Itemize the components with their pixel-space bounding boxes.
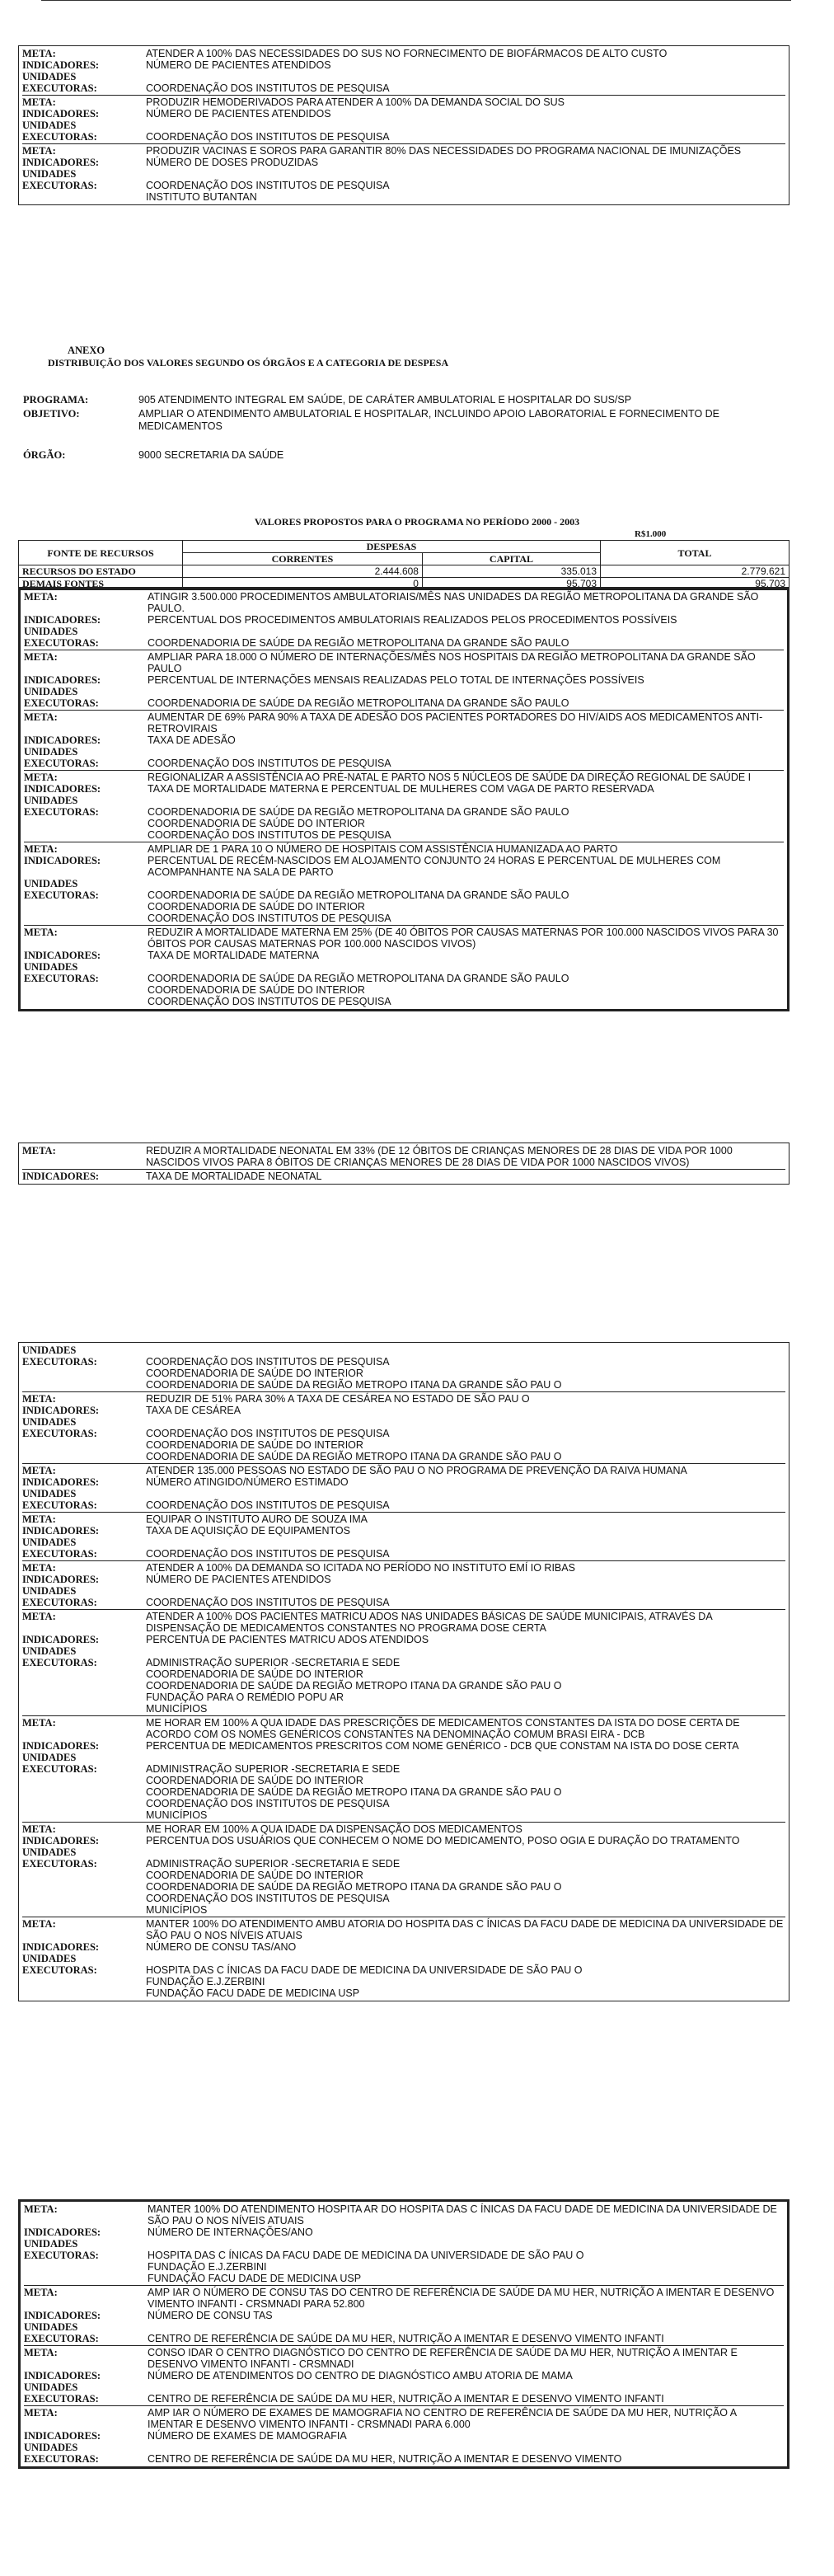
indicadores-text: TAXA DE MORTALIDADE MATERNA [148,950,320,961]
executoras-label: EXECUTORAS: [22,1356,97,1368]
executora-item: CENTRO DE REFERÊNCIA DE SAÚDE DA MU HER, NUTRIÇÃO A IMENTAR E DESENVO VIMENTO INFANTI [148,2393,664,2405]
executoras-row [24,637,784,649]
meta-label: META: [22,1393,56,1405]
meta-label: META: [22,1465,56,1476]
executoras-label: EXECUTORAS: [24,637,99,649]
meta-text: ATENDER A 100% DAS NECESSIDADES DO SUS NO FORNECIMENTO DE BIOFÁRMACOS DE ALTO CUSTO [146,48,668,59]
indicadores-row [24,2370,784,2381]
meta-row [24,925,784,950]
executora-item: ADMINISTRAÇÃO SUPERIOR -SECRETARIA E SEDE [146,1858,401,1870]
executoras-label: EXECUTORAS: [22,131,97,143]
indicadores-row [22,1405,785,1416]
meta-text: AMP IAR O NÚMERO DE CONSU TAS DO CENTRO DE REFERÊNCIA DE SAÚDE DA MU HER, NUTRIÇÃO A IMENTAR E DESENVO VIMENTO INFANTI - CRSMNADI PARA 52.800 [148,2287,775,2310]
orgao-label: ÓRGÃO: [23,449,66,461]
unidades-label: UNIDADES [24,2238,78,2250]
meta-row [24,710,784,734]
unidades-label: UNIDADES [22,120,77,131]
meta-row [22,95,785,108]
meta-row [24,2405,784,2430]
indicadores-label: INDICADORES: [22,1476,100,1488]
executora-item: FUNDAÇÃO E.J.ZERBINI [146,1976,265,1987]
executora-item: HOSPITA DAS C ÍNICAS DA FACU DADE DE MEDICINA DA UNIVERSIDADE DE SÃO PAU O [146,1964,583,1976]
indicadores-row [24,783,784,795]
executora-item: COORDENAÇÃO DOS INSTITUTOS DE PESQUISA [146,1893,390,1904]
indicadores-label: INDICADORES: [24,2226,101,2238]
indicadores-row [22,1525,785,1537]
indicadores-row [22,1574,785,1585]
executoras-row [24,2333,784,2344]
executoras-label: EXECUTORAS: [24,758,99,769]
programa-row [23,394,781,462]
executoras-label: EXECUTORAS: [22,82,97,94]
metas-box-3 [18,1143,789,1185]
executora-item: HOSPITA DAS C ÍNICAS DA FACU DADE DE MEDICINA DA UNIVERSIDADE DE SÃO PAU O [148,2250,584,2261]
executora-item: COORDENADORIA DE SAÚDE DA REGIÃO METROPOLITANA DA GRANDE SÃO PAULO [148,637,569,649]
meta-text: ME HORAR EM 100% A QUA IDADE DAS PRESCRIÇÕES DE MEDICAMENTOS CONSTANTES DA ISTA DO DOSE CERTA DE ACORDO COM OS NOMES GENÉRICOS CONSTANTES NA DENOMINAÇÃO COMUM BRASI EIRA - DCB [146,1717,740,1740]
meta-row [24,2203,784,2226]
total-cell: 2.779.621 [601,565,789,578]
executoras-row [22,1499,785,1511]
executora-item: COORDENAÇÃO DOS INSTITUTOS DE PESQUISA [146,1428,390,1439]
table-row [19,565,789,578]
executoras-label: EXECUTORAS: [24,2250,99,2261]
unidades-label: UNIDADES [22,1537,77,1548]
executora-item: COORDENADORIA DE SAÚDE DO INTERIOR [146,1870,363,1881]
meta-label: META: [24,2407,58,2419]
meta-label: META: [22,1145,56,1157]
executoras-label: EXECUTORAS: [24,889,99,901]
indicadores-row [24,734,784,746]
indicadores-text: PERCENTUA DOS USUÁRIOS QUE CONHECEM O NOME DO MEDICAMENTO, POSO OGIA E DURAÇÃO DO TRATAMENTO [146,1835,740,1846]
meta-label: META: [24,2203,58,2215]
executoras-row [22,1548,785,1560]
indicadores-label: INDICADORES: [24,2310,101,2321]
indicadores-row [22,108,785,120]
annex-subtitle: DISTRIBUIÇÃO DOS VALORES SEGUNDO OS ÓRGÃOS E A CATEGORIA DE DESPESA [48,357,449,368]
executoras-label: EXECUTORAS: [24,973,99,984]
executora-item: COORDENADORIA DE SAÚDE DA REGIÃO METROPO ITANA DA GRANDE SÃO PAU O [146,1881,562,1893]
programa-label: PROGRAMA: [23,394,89,406]
header-correntes: CORRENTES [183,553,423,565]
indicadores-text: NÚMERO DE CONSU TAS/ANO [146,1941,297,1953]
executora-item: COORDENADORIA DE SAÚDE DA REGIÃO METROPOLITANA DA GRANDE SÃO PAULO [148,806,569,818]
unidades-label: UNIDADES [24,795,78,806]
executora-item: MUNICÍPIOS [146,1904,208,1916]
executoras-row [22,1964,785,1999]
indicadores-text: PERCENTUAL DOS PROCEDIMENTOS AMBULATORIAIS REALIZADOS PELOS PROCEDIMENTOS POSSÍVEIS [148,614,677,626]
capital-cell: 95.703 [422,578,600,590]
executora-item: COORDENADORIA DE SAÚDE DO INTERIOR [146,1368,363,1379]
executoras-row [22,131,785,143]
meta-text: MANTER 100% DO ATENDIMENTO AMBU ATORIA DO HOSPITA DAS C ÍNICAS DA FACU DADE DE MEDICINA DA UNIVERSIDADE DE SÃO PAU O NOS NÍVEIS ATUAIS [146,1918,784,1941]
meta-row [22,1609,785,1634]
unidades-row [22,1537,785,1548]
indicadores-text: NÚMERO ATINGIDO/NÚMERO ESTIMADO [146,1476,349,1488]
metas-box-5 [18,2199,789,2469]
valores-title: VALORES PROPOSTOS PARA O PROGRAMA NO PERÍODO 2000 - 2003 [254,516,580,528]
meta-label: META: [22,1918,56,1930]
unidades-row [24,2238,784,2250]
meta-text: ATINGIR 3.500.000 PROCEDIMENTOS AMBULATORIAIS/MÊS NAS UNIDADES DA REGIÃO METROPOLITANA DA GRANDE SÃO PAULO. [148,591,759,614]
meta-label: META: [22,96,56,108]
indicadores-label: INDICADORES: [24,783,101,795]
executora-item: MUNICÍPIOS [146,1809,208,1821]
executora-item: COORDENADORIA DE SAÚDE DA REGIÃO METROPOLITANA DA GRANDE SÃO PAULO [148,973,569,984]
executoras-label: EXECUTORAS: [22,1597,97,1608]
meta-row [24,2345,784,2370]
indicadores-label: INDICADORES: [22,108,100,120]
indicadores-text: TAXA DE CESÁREA [146,1405,241,1416]
executoras-label: EXECUTORAS: [22,1428,97,1439]
indicadores-row [24,614,784,626]
unidades-row [22,1488,785,1499]
unidades-label: UNIDADES [24,686,78,697]
indicadores-row [24,2226,784,2238]
executoras-label: EXECUTORAS: [22,180,97,191]
indicadores-label: INDICADORES: [22,59,100,71]
unidades-label: UNIDADES [22,1645,77,1657]
meta-text: EQUIPAR O INSTITUTO AURO DE SOUZA IMA [146,1513,368,1525]
indicadores-text: NÚMERO DE PACIENTES ATENDIDOS [146,1574,331,1585]
executora-item: COORDENAÇÃO DOS INSTITUTOS DE PESQUISA [148,913,391,924]
executora-item: COORDENADORIA DE SAÚDE DA REGIÃO METROPOLITANA DA GRANDE SÃO PAULO [148,889,569,901]
executora-item: COORDENADORIA DE SAÚDE DO INTERIOR [146,1439,363,1451]
fonte-cell: DEMAIS FONTES [19,578,183,590]
executora-item: COORDENADORIA DE SAÚDE DO INTERIOR [148,818,365,829]
executora-item: CENTRO DE REFERÊNCIA DE SAÚDE DA MU HER, NUTRIÇÃO A IMENTAR E DESENVO VIMENTO INFANTI [148,2333,664,2344]
unidades-label: UNIDADES [22,1752,77,1763]
executora-item: INSTITUTO BUTANTAN [146,191,257,203]
header-fonte: FONTE DE RECURSOS [19,541,183,565]
meta-row [22,1512,785,1525]
unidades-row [22,1344,785,1356]
objetivo-value: AMPLIAR O ATENDIMENTO AMBULATORIAL E HOSPITALAR, INCLUINDO APOIO LABORATORIAL E FORNECIMENTO DE MEDICAMENTOS [138,408,720,432]
unidades-label: UNIDADES [24,961,78,973]
meta-text: PRODUZIR VACINAS E SOROS PARA GARANTIR 80% DAS NECESSIDADES DO PROGRAMA NACIONAL DE IMUNIZAÇÕES [146,145,742,157]
indicadores-row [24,855,784,878]
indicadores-text: NÚMERO DE CONSU TAS [148,2310,273,2321]
indicadores-label: INDICADORES: [22,1835,100,1846]
unidades-label: UNIDADES [22,1953,77,1964]
indicadores-row [24,950,784,961]
indicadores-label: INDICADORES: [22,1740,100,1752]
meta-text: AMPLIAR PARA 18.000 O NÚMERO DE INTERNAÇÕES/MÊS NOS HOSPITAIS DA REGIÃO METROPOLITANA DA GRANDE SÃO PAULO [148,651,756,674]
indicadores-row [22,1634,785,1645]
meta-text: REDUZIR A MORTALIDADE NEONATAL EM 33% (DE 12 ÓBITOS DE CRIANÇAS MENORES DE 28 DIAS DE VIDA POR 1000 NASCIDOS VIVOS PARA 8 ÓBITOS DE CRIANÇAS MENORES DE 28 DIAS DE VIDA POR 1000 NASCIDOS VIVOS) [146,1145,733,1168]
executora-item: FUNDAÇÃO FACU DADE DE MEDICINA USP [148,2273,362,2284]
executoras-row [22,1858,785,1916]
indicadores-text: NÚMERO DE EXAMES DE MAMOGRAFIA [148,2430,347,2442]
indicadores-label: INDICADORES: [24,734,101,746]
executoras-row [22,82,785,94]
executoras-row [22,1657,785,1715]
indicadores-row [22,1835,785,1846]
unidades-label: UNIDADES [22,1344,77,1356]
executoras-label: EXECUTORAS: [22,1657,97,1668]
unidades-label: UNIDADES [24,2442,78,2453]
meta-text: MANTER 100% DO ATENDIMENTO HOSPITA AR DO HOSPITA DAS C ÍNICAS DA FACU DADE DE MEDICINA DA UNIVERSIDADE DE SÃO PAU O NOS NÍVEIS ATUAIS [148,2203,777,2226]
meta-label: META: [22,1611,56,1622]
meta-row [24,650,784,674]
meta-text: PRODUZIR HEMODERIVADOS PARA ATENDER A 100% DA DEMANDA SOCIAL DO SUS [146,96,565,108]
executoras-label: EXECUTORAS: [24,2453,99,2465]
indicadores-row [22,59,785,71]
meta-row [24,770,784,783]
executora-item: COORDENAÇÃO DOS INSTITUTOS DE PESQUISA [146,82,390,94]
meta-text: REDUZIR DE 51% PARA 30% A TAXA DE CESÁREA NO ESTADO DE SÃO PAU O [146,1393,530,1405]
capital-cell: 335.013 [422,565,600,578]
executora-item: COORDENAÇÃO DOS INSTITUTOS DE PESQUISA [146,1356,390,1368]
correntes-cell: 2.444.608 [183,565,423,578]
indicadores-label: INDICADORES: [22,157,100,168]
indicadores-text: PERCENTUAL DE INTERNAÇÕES MENSAIS REALIZADAS PELO TOTAL DE INTERNAÇÕES POSSÍVEIS [148,674,644,686]
unidades-row [22,1585,785,1597]
executoras-label: EXECUTORAS: [22,1548,97,1560]
meta-label: META: [22,145,56,157]
fonte-cell: RECURSOS DO ESTADO [19,565,183,578]
indicadores-label: INDICADORES: [22,1525,100,1537]
indicadores-text: NÚMERO DE PACIENTES ATENDIDOS [146,108,331,120]
executoras-row [24,697,784,709]
unidades-row [22,120,785,131]
executora-item: COORDENADORIA DE SAÚDE DA REGIÃO METROPO ITANA DA GRANDE SÃO PAU O [146,1379,562,1391]
unidades-row [24,878,784,889]
indicadores-row [24,2310,784,2321]
meta-text: ATENDER 135.000 PESSOAS NO ESTADO DE SÃO PAU O NO PROGRAMA DE PREVENÇÃO DA RAIVA HUMANA [146,1465,687,1476]
unidades-row [24,2442,784,2453]
meta-label: META: [24,843,58,855]
executora-item: COORDENAÇÃO DOS INSTITUTOS DE PESQUISA [148,996,391,1007]
orgao-value: 9000 SECRETARIA DA SAÚDE [138,449,284,461]
executora-item: FUNDAÇÃO E.J.ZERBINI [148,2261,267,2273]
meta-row [22,1391,785,1405]
indicadores-text: TAXA DE MORTALIDADE MATERNA E PERCENTUAL DE MULHERES COM VAGA DE PARTO RESERVADA [148,783,654,795]
metas-box-4 [18,1342,789,2001]
executoras-label: EXECUTORAS: [24,2333,99,2344]
executora-item: MUNICÍPIOS [146,1703,208,1715]
executoras-label: EXECUTORAS: [22,1858,97,1870]
executoras-row [24,2393,784,2405]
executora-item: COORDENAÇÃO DOS INSTITUTOS DE PESQUISA [148,758,391,769]
meta-label: META: [22,1717,56,1729]
executora-item: COORDENADORIA DE SAÚDE DO INTERIOR [148,984,365,996]
meta-label: META: [24,2347,58,2358]
executoras-label: EXECUTORAS: [22,1763,97,1775]
executora-item: FUNDAÇÃO FACU DADE DE MEDICINA USP [146,1987,360,1999]
executora-item: COORDENAÇÃO DOS INSTITUTOS DE PESQUISA [148,829,391,841]
meta-row [22,143,785,157]
metas-box-1 [18,45,789,205]
indicadores-label: INDICADORES: [24,855,101,866]
meta-label: META: [24,2287,58,2298]
executora-item: ADMINISTRAÇÃO SUPERIOR -SECRETARIA E SEDE [146,1763,401,1775]
indicadores-label: INDICADORES: [24,614,101,626]
executora-item: COORDENADORIA DE SAÚDE DA REGIÃO METROPO ITANA DA GRANDE SÃO PAU O [146,1451,562,1462]
unidades-row [22,1416,785,1428]
meta-text: AUMENTAR DE 69% PARA 90% A TAXA DE ADESÃO DOS PACIENTES PORTADORES DO HIV/AIDS AOS MEDICAMENTOS ANTI-RETROVIRAIS [148,711,763,734]
unidades-row [22,1752,785,1763]
unidades-row [24,961,784,973]
meta-text: AMP IAR O NÚMERO DE EXAMES DE MAMOGRAFIA NO CENTRO DE REFERÊNCIA DE SAÚDE DA MU HER, NUTRIÇÃO A IMENTAR E DESENVO VIMENTO INFANTI - CRSMNADI PARA 6.000 [148,2407,737,2430]
indicadores-label: INDICADORES: [22,1574,100,1585]
indicadores-text: TAXA DE MORTALIDADE NEONATAL [146,1171,322,1182]
executora-item: COORDENAÇÃO DOS INSTITUTOS DE PESQUISA [146,131,390,143]
unit-label: R$1.000 [635,529,667,539]
header-total: TOTAL [601,541,789,565]
indicadores-text: NÚMERO DE PACIENTES ATENDIDOS [146,59,331,71]
executoras-row [22,180,785,203]
indicadores-row [22,157,785,168]
financial-table [18,540,789,590]
meta-text: AMPLIAR DE 1 PARA 10 O NÚMERO DE HOSPITAIS COM ASSISTÊNCIA HUMANIZADA AO PARTO [148,843,618,855]
unidades-label: UNIDADES [22,1488,77,1499]
indicadores-label: INDICADORES: [24,674,101,686]
executoras-row [24,2250,784,2284]
executora-item: COORDENADORIA DE SAÚDE DO INTERIOR [146,1668,363,1680]
meta-label: META: [22,1562,56,1574]
annex-title: ANEXO [68,345,105,356]
unidades-row [22,1953,785,1964]
executoras-row [22,1428,785,1462]
executora-item: COORDENADORIA DE SAÚDE DA REGIÃO METROPO ITANA DA GRANDE SÃO PAU O [146,1680,562,1692]
unidades-label: UNIDADES [22,168,77,180]
meta-row [22,48,785,59]
unidades-row [22,1846,785,1858]
unidades-row [24,746,784,758]
indicadores-text: NÚMERO DE DOSES PRODUZIDAS [146,157,319,168]
executora-item: COORDENAÇÃO DOS INSTITUTOS DE PESQUISA [146,1499,390,1511]
executora-item: ADMINISTRAÇÃO SUPERIOR -SECRETARIA E SEDE [146,1657,401,1668]
executora-item: COORDENAÇÃO DOS INSTITUTOS DE PESQUISA [146,1597,390,1608]
meta-label: META: [22,1823,56,1835]
unidades-row [22,168,785,180]
indicadores-text: TAXA DE ADESÃO [148,734,236,746]
indicadores-row [24,2430,784,2442]
executoras-label: EXECUTORAS: [22,1964,97,1976]
meta-label: META: [22,1513,56,1525]
indicadores-text: NÚMERO DE ATENDIMENTOS DO CENTRO DE DIAGNÓSTICO AMBU ATORIA DE MAMA [148,2370,573,2381]
executora-item: COORDENADORIA DE SAÚDE DO INTERIOR [146,1775,363,1786]
indicadores-text: PERCENTUA DE PACIENTES MATRICU ADOS ATENDIDOS [146,1634,429,1645]
indicadores-label: INDICADORES: [22,1634,100,1645]
programa-value: 905 ATENDIMENTO INTEGRAL EM SAÚDE, DE CARÁTER AMBULATORIAL E HOSPITALAR DO SUS/SP [138,394,632,406]
meta-label: META: [22,48,56,59]
executora-item: COORDENAÇÃO DOS INSTITUTOS DE PESQUISA [146,1798,390,1809]
meta-text: ATENDER A 100% DOS PACIENTES MATRICU ADOS NAS UNIDADES BÁSICAS DE SAÚDE MUNICIPAIS, ATRAVÉS DA DISPENSAÇÃO DE MEDICAMENTOS CONSTANTES NO PROGRAMA DOSE CERTA [146,1611,712,1634]
executora-item: COORDENAÇÃO DOS INSTITUTOS DE PESQUISA [146,180,390,191]
meta-row [22,1822,785,1835]
meta-row [22,1560,785,1574]
top-rule [41,0,791,1]
indicadores-row [22,1740,785,1752]
unidades-label: UNIDADES [24,878,78,889]
header-capital: CAPITAL [422,553,600,565]
indicadores-label: INDICADORES: [24,2430,101,2442]
header-despesas: DESPESAS [183,541,601,553]
meta-row [24,842,784,855]
meta-row [22,1715,785,1740]
unidades-row [24,626,784,637]
executoras-label: EXECUTORAS: [24,2393,99,2405]
correntes-cell: 0 [183,578,423,590]
unidades-label: UNIDADES [24,746,78,758]
indicadores-row [22,1476,785,1488]
indicadores-text: PERCENTUA DE MEDICAMENTOS PRESCRITOS COM NOME GENÉRICO - DCB QUE CONSTAM NA ISTA DO DOSE CERTA [146,1740,739,1752]
metas-box-2 [18,587,789,1011]
executoras-row [22,1763,785,1821]
meta-label: META: [24,711,58,723]
meta-row [24,591,784,614]
indicadores-label: INDICADORES: [22,1941,100,1953]
indicadores-text: TAXA DE AQUISIÇÃO DE EQUIPAMENTOS [146,1525,350,1537]
executoras-label: EXECUTORAS: [24,806,99,818]
executora-item: COORDENAÇÃO DOS INSTITUTOS DE PESQUISA [146,1548,390,1560]
meta-text: REGIONALIZAR A ASSISTÊNCIA AO PRÉ-NATAL E PARTO NOS 5 NÚCLEOS DE SAÚDE DA DIREÇÃO REGIONAL DE SAÚDE I [148,772,752,783]
unidades-label: UNIDADES [22,1846,77,1858]
meta-text: ME HORAR EM 100% A QUA IDADE DA DISPENSAÇÃO DOS MEDICAMENTOS [146,1823,522,1835]
unidades-row [24,2321,784,2333]
unidades-row [22,71,785,82]
indicadores-row [22,1941,785,1953]
executoras-row [22,1597,785,1608]
indicadores-text: NÚMERO DE INTERNAÇÕES/ANO [148,2226,313,2238]
executoras-label: EXECUTORAS: [24,697,99,709]
total-cell: 95.703 [601,578,789,590]
unidades-label: UNIDADES [24,626,78,637]
executora-item: CENTRO DE REFERÊNCIA DE SAÚDE DA MU HER, NUTRIÇÃO A IMENTAR E DESENVO VIMENTO [148,2453,622,2465]
executoras-row [24,2453,784,2465]
meta-row [22,1917,785,1941]
indicadores-text: PERCENTUAL DE RECÉM-NASCIDOS EM ALOJAMENTO CONJUNTO 24 HORAS E PERCENTUAL DE MULHERES COM ACOMPANHANTE NA SALA DE PARTO [148,855,721,878]
executoras-row [24,889,784,924]
executora-item: COORDENADORIA DE SAÚDE DA REGIÃO METROPO ITANA DA GRANDE SÃO PAU O [146,1786,562,1798]
indicadores-label: INDICADORES: [24,2370,101,2381]
unidades-label: UNIDADES [22,1585,77,1597]
meta-text: CONSO IDAR O CENTRO DIAGNÓSTICO DO CENTRO DE REFERÊNCIA DE SAÚDE DA MU HER, NUTRIÇÃO A IMENTAR E DESENVO VIMENTO INFANTI - CRSMNADI [148,2347,738,2370]
indicadores-label: INDICADORES: [22,1171,100,1182]
unidades-label: UNIDADES [22,71,77,82]
indicadores-label: INDICADORES: [24,950,101,961]
indicadores-row [24,674,784,686]
objetivo-label: OBJETIVO: [23,408,80,420]
meta-row [22,1463,785,1476]
meta-text: REDUZIR A MORTALIDADE MATERNA EM 25% (DE 40 ÓBITOS POR CAUSAS MATERNAS POR 100.000 NASCIDOS VIVOS PARA 30 ÓBITOS POR CAUSAS MATERNAS POR 100.000 NASCIDOS VIVOS) [148,927,779,950]
unidades-row [24,2381,784,2393]
meta-row [24,2285,784,2310]
meta-label: META: [24,651,58,663]
executoras-row [24,758,784,769]
executoras-row [22,1356,785,1391]
executoras-label: EXECUTORAS: [22,1499,97,1511]
executora-item: COORDENADORIA DE SAÚDE DA REGIÃO METROPOLITANA DA GRANDE SÃO PAULO [148,697,569,709]
unidades-row [22,1645,785,1657]
executoras-row [24,973,784,1007]
unidades-label: UNIDADES [24,2321,78,2333]
executora-item: FUNDAÇÃO PARA O REMÉDIO POPU AR [146,1692,344,1703]
meta-label: META: [24,591,58,603]
meta-label: META: [24,927,58,938]
unidades-row [24,795,784,806]
unidades-label: UNIDADES [24,2381,78,2393]
unidades-row [24,686,784,697]
executoras-row [24,806,784,841]
meta-label: META: [24,772,58,783]
indicadores-label: INDICADORES: [22,1405,100,1416]
meta-text: ATENDER A 100% DA DEMANDA SO ICITADA NO PERÍODO NO INSTITUTO EMÍ IO RIBAS [146,1562,575,1574]
unidades-label: UNIDADES [22,1416,77,1428]
executora-item: COORDENADORIA DE SAÚDE DO INTERIOR [148,901,365,913]
